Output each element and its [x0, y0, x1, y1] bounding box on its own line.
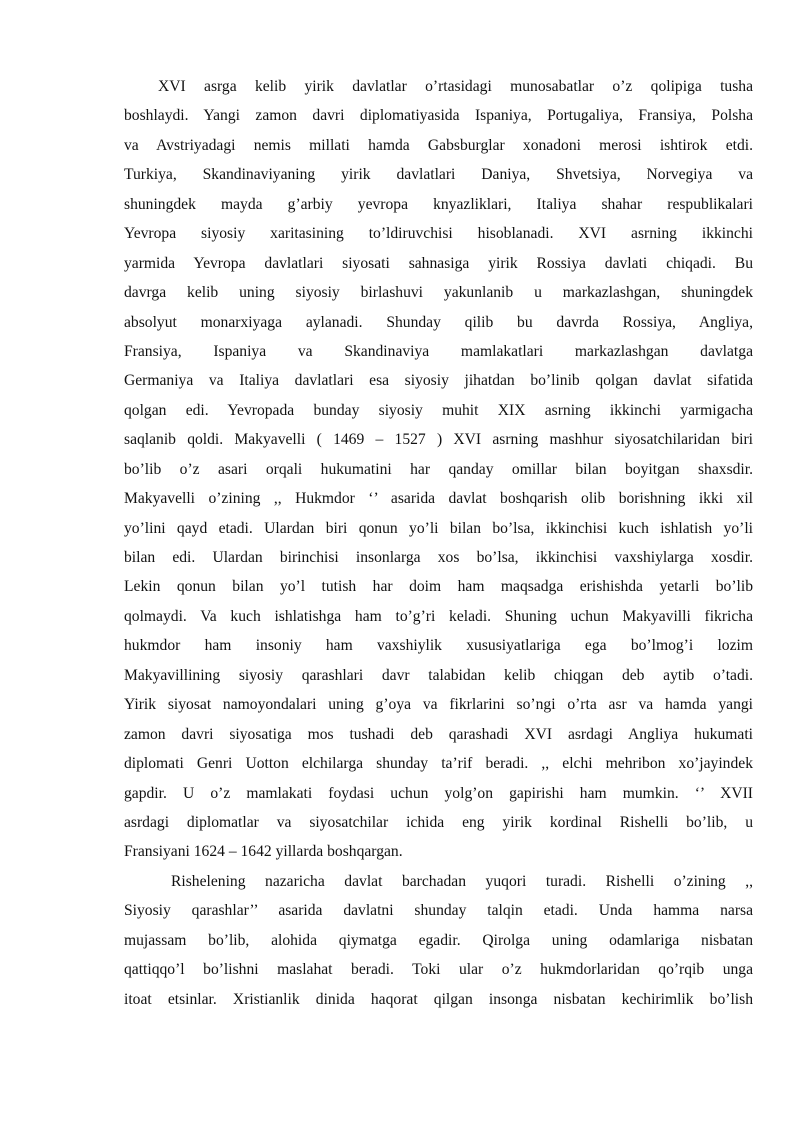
- paragraph-2-line-4: qattiqqo’l bo’lishni maslahat beradi. Toki ular o’z hukmdorlaridan qo’rqib unga: [124, 961, 753, 979]
- paragraph-1-line-15: Makyavelli o’zining ,, Hukmdor ‘’ asarida davlat boshqarish olib borishning ikki xil: [124, 490, 753, 508]
- paragraph-1-line-18: Lekin qonun bilan yo’l tutish har doim ham maqsadga erishishda yetarli bo’lib: [124, 578, 753, 596]
- paragraph-1-line-20: hukmdor ham insoniy ham vaxshiylik xususiyatlariga ega bo’lmog’i lozim: [124, 637, 753, 655]
- paragraph-1-line-24: diplomati Genri Uotton elchilarga shunday ta’rif beradi. ,, elchi mehribon xo’jayindek: [124, 755, 753, 773]
- paragraph-1-line-22: Yirik siyosat namoyondalari uning g’oya va fikrlarini so’ngi o’rta asr va hamda yangi: [124, 696, 753, 714]
- paragraph-1-line-2: boshlaydi. Yangi zamon davri diplomatiyasida Ispaniya, Portugaliya, Fransiya, Polsha: [124, 107, 753, 125]
- paragraph-1-line-3: va Avstriyadagi nemis millati hamda Gabsburglar xonadoni merosi ishtirok etdi.: [124, 136, 753, 154]
- document-body: [124, 72, 753, 1014]
- paragraph-1-line-9: absolyut monarxiyaga aylanadi. Shunday qilib bu davrda Rossiya, Angliya,: [124, 313, 753, 331]
- paragraph-2-line-1: Rishelening nazaricha davlat barchadan yuqori turadi. Rishelli o’zining ,,: [171, 872, 753, 890]
- paragraph-1-line-25: gapdir. U o’z mamlakati foydasi uchun yolg’on gapirishi ham mumkin. ‘’ XVII: [124, 784, 753, 802]
- paragraph-1-line-26: asrdagi diplomatlar va siyosatchilar ichida eng yirik kordinal Rishelli bo’lib, u: [124, 813, 753, 831]
- paragraph-2-line-3: mujassam bo’lib, alohida qiymatga egadir. Qirolga uning odamlariga nisbatan: [124, 931, 753, 949]
- paragraph-1-line-8: davrga kelib uning siyosiy birlashuvi yakunlanib u markazlashgan, shuningdek: [124, 284, 753, 302]
- paragraph-1-line-4: Turkiya, Skandinaviyaning yirik davlatlari Daniya, Shvetsiya, Norvegiya va: [124, 166, 753, 184]
- paragraph-1-line-16: yo’lini qayd etadi. Ulardan biri qonun yo’li bilan bo’lsa, ikkinchisi kuch ishlatish yo’li: [124, 519, 753, 537]
- paragraph-1-line-17: bilan edi. Ulardan birinchisi insonlarga xos bo’lsa, ikkinchisi vaxshiylarga xosdir.: [124, 549, 753, 566]
- paragraph-1-line-27: Fransiyani 1624 – 1642 yillarda boshqargan.: [124, 843, 403, 861]
- paragraph-1-line-13: saqlanib qoldi. Makyavelli ( 1469 – 1527 ) XVI asrning mashhur siyosatchilaridan biri: [124, 431, 753, 449]
- paragraph-1-line-23: zamon davri siyosatiga mos tushadi deb qarashadi XVI asrdagi Angliya hukumati: [124, 725, 753, 743]
- paragraph-1-line-14: bo’lib o’z asari orqali hukumatini har qanday omillar bilan boyitgan shaxsdir.: [124, 460, 753, 478]
- paragraph-1-line-7: yarmida Yevropa davlatlari siyosati sahnasiga yirik Rossiya davlati chiqadi. Bu: [124, 254, 753, 272]
- paragraph-1-line-12: qolgan edi. Yevropada bunday siyosiy muhit XIX asrning ikkinchi yarmigacha: [124, 401, 753, 419]
- paragraph-1-line-21: Makyavillining siyosiy qarashlari davr talabidan kelib chiqgan deb aytib o’tadi.: [124, 666, 753, 684]
- paragraph-1-line-19: qolmaydi. Va kuch ishlatishga ham to’g’ri keladi. Shuning uchun Makyavilli fikricha: [124, 607, 753, 625]
- paragraph-1-line-6: Yevropa siyosiy xaritasining to’ldiruvchisi hisoblanadi. XVI asrning ikkinchi: [124, 225, 753, 243]
- paragraph-1-line-1: XVI asrga kelib yirik davlatlar o’rtasidagi munosabatlar o’z qolipiga tusha: [158, 78, 753, 95]
- paragraph-1-line-11: Germaniya va Italiya davlatlari esa siyosiy jihatdan bo’linib qolgan davlat sifatida: [124, 372, 753, 390]
- paragraph-2-line-5: itoat etsinlar. Xristianlik dinida haqorat qilgan insonga nisbatan kechirimlik bo’lish: [124, 990, 753, 1008]
- paragraph-1-line-10: Fransiya, Ispaniya va Skandinaviya mamlakatlari markazlashgan davlatga: [124, 342, 753, 360]
- paragraph-2-line-2: Siyosiy qarashlar’’ asarida davlatni shunday talqin etadi. Unda hamma narsa: [124, 902, 753, 920]
- paragraph-1-line-5: shuningdek mayda g’arbiy yevropa knyazliklari, Italiya shahar respublikalari: [124, 195, 753, 213]
